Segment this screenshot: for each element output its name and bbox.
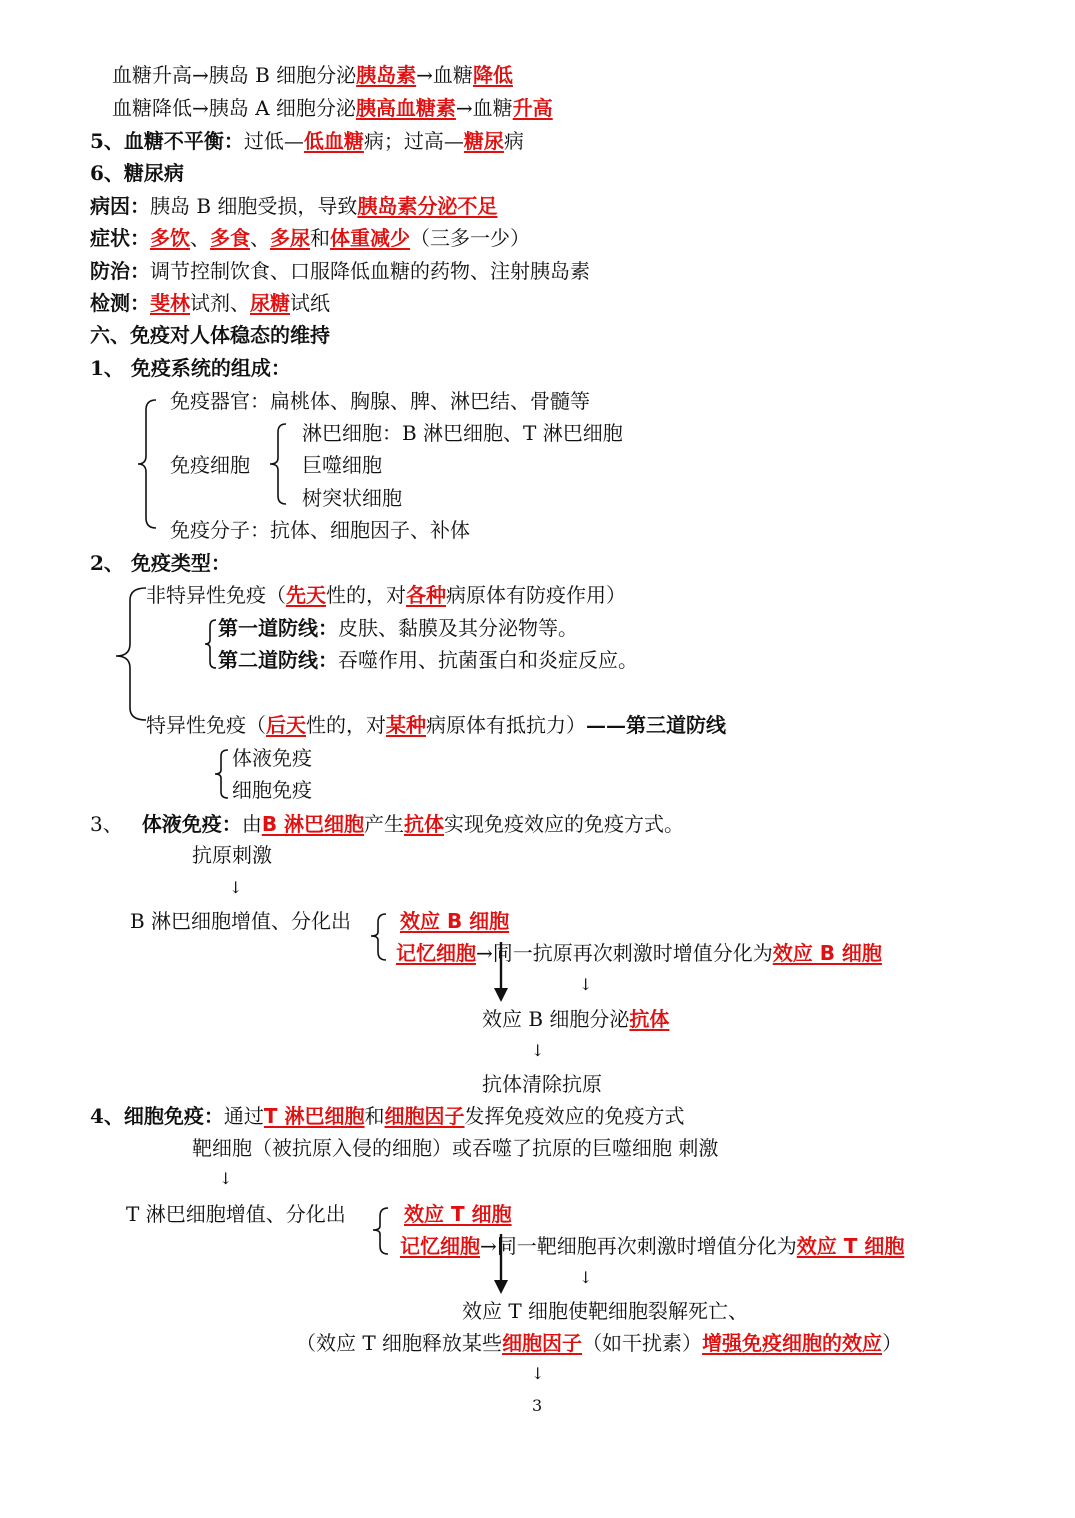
diabetes-treatment: 防治：调节控制饮食、口服降低血糖的药物、注射胰岛素 bbox=[90, 259, 590, 283]
diabetes-symptom: 症状：多饮、多食、多尿和体重减少（三多一少） bbox=[90, 226, 530, 250]
first-defense-line: 第一道防线：皮肤、黏膜及其分泌物等。 bbox=[218, 616, 578, 640]
memory-b-cell-row: 记忆细胞→同一抗原再次刺激时增值分化为效应 B 细胞 bbox=[396, 941, 882, 965]
effector-t-lyses: 效应 T 细胞使靶细胞裂解死亡、 bbox=[462, 1299, 749, 1323]
cellular-heading: 4、细胞免疫：通过T 淋巴细胞和细胞因子发挥免疫效应的免疫方式 bbox=[90, 1104, 685, 1128]
line-glucose-low: 血糖降低→胰岛 A 细胞分泌胰高血糖素→血糖升高 bbox=[112, 96, 553, 120]
immune-lymphocytes: 淋巴细胞：B 淋巴细胞、T 淋巴细胞 bbox=[302, 421, 623, 445]
down-arrow: ↓ bbox=[579, 975, 593, 994]
immune-s1: 1、 免疫系统的组成： bbox=[90, 356, 291, 380]
humoral-heading: 3、 体液免疫：由B 淋巴细胞产生抗体实现免疫效应的免疫方式。 bbox=[90, 812, 685, 836]
bold-arrow-cellular bbox=[490, 1234, 512, 1296]
specific-immunity: 特异性免疫（后天性的，对某种病原体有抵抗力）——第三道防线 bbox=[146, 713, 726, 737]
memory-t-cell-row: 记忆细胞→同一靶细胞再次刺激时增值分化为效应 T 细胞 bbox=[400, 1234, 905, 1258]
immune-title: 六、免疫对人体稳态的维持 bbox=[90, 323, 330, 347]
bold-arrow-humoral bbox=[490, 942, 512, 1004]
immune-cells: 免疫细胞 bbox=[170, 453, 250, 477]
immune-macrophage: 巨噬细胞 bbox=[302, 453, 382, 477]
line-glucose-high: 血糖升高→胰岛 B 细胞分泌胰岛素→血糖降低 bbox=[112, 63, 513, 87]
effector-b-cell: 效应 B 细胞 bbox=[400, 909, 510, 933]
immune-s2: 2、 免疫类型： bbox=[90, 551, 231, 575]
page-number: 3 bbox=[532, 1396, 543, 1415]
b-cell-proliferation: B 淋巴细胞增值、分化出 bbox=[130, 909, 352, 933]
brace-t-cell bbox=[370, 1202, 390, 1258]
diabetes-detection: 检测：斐林试剂、尿糖试纸 bbox=[90, 291, 330, 315]
brace-types bbox=[112, 584, 148, 724]
brace-b-cell bbox=[368, 908, 388, 964]
diabetes-cause: 病因：胰岛 B 细胞受损，导致胰岛素分泌不足 bbox=[90, 194, 498, 218]
second-defense-line: 第二道防线：吞噬作用、抗菌蛋白和炎症反应。 bbox=[218, 648, 638, 672]
antibody-clears-antigen: 抗体清除抗原 bbox=[482, 1072, 602, 1096]
cellular-item: 细胞免疫 bbox=[232, 778, 312, 802]
down-arrow: ↓ bbox=[531, 1364, 545, 1383]
brace-composition bbox=[134, 396, 158, 532]
section-5: 5、血糖不平衡：过低—低血糖病；过高—糖尿病 bbox=[90, 129, 524, 153]
section-6-title: 6、糖尿病 bbox=[90, 161, 184, 185]
humoral-item: 体液免疫 bbox=[232, 746, 312, 770]
brace-cells bbox=[266, 420, 288, 508]
t-cell-proliferation: T 淋巴细胞增值、分化出 bbox=[126, 1202, 346, 1226]
down-arrow: ↓ bbox=[229, 878, 243, 897]
immune-organs: 免疫器官：扁桃体、胸腺、脾、淋巴结、骨髓等 bbox=[170, 389, 590, 413]
down-arrow: ↓ bbox=[531, 1041, 545, 1060]
immune-dendritic: 树突状细胞 bbox=[302, 486, 402, 510]
target-cell-stimulation: 靶细胞（被抗原入侵的细胞）或吞噬了抗原的巨噬细胞 刺激 bbox=[192, 1136, 719, 1160]
brace-specific bbox=[212, 746, 230, 802]
down-arrow: ↓ bbox=[219, 1169, 233, 1188]
immune-molecules: 免疫分子：抗体、细胞因子、补体 bbox=[170, 518, 470, 542]
effector-t-releases: （效应 T 细胞释放某些细胞因子（如干扰素）增强免疫细胞的效应） bbox=[296, 1331, 903, 1355]
effector-t-cell: 效应 T 细胞 bbox=[404, 1202, 512, 1226]
nonspecific-immunity: 非特异性免疫（先天性的，对各种病原体有防疫作用） bbox=[146, 583, 626, 607]
down-arrow: ↓ bbox=[579, 1268, 593, 1287]
brace-defense bbox=[202, 616, 218, 672]
effector-b-secretes: 效应 B 细胞分泌抗体 bbox=[482, 1007, 670, 1031]
antigen-stimulation: 抗原刺激 bbox=[192, 843, 272, 867]
